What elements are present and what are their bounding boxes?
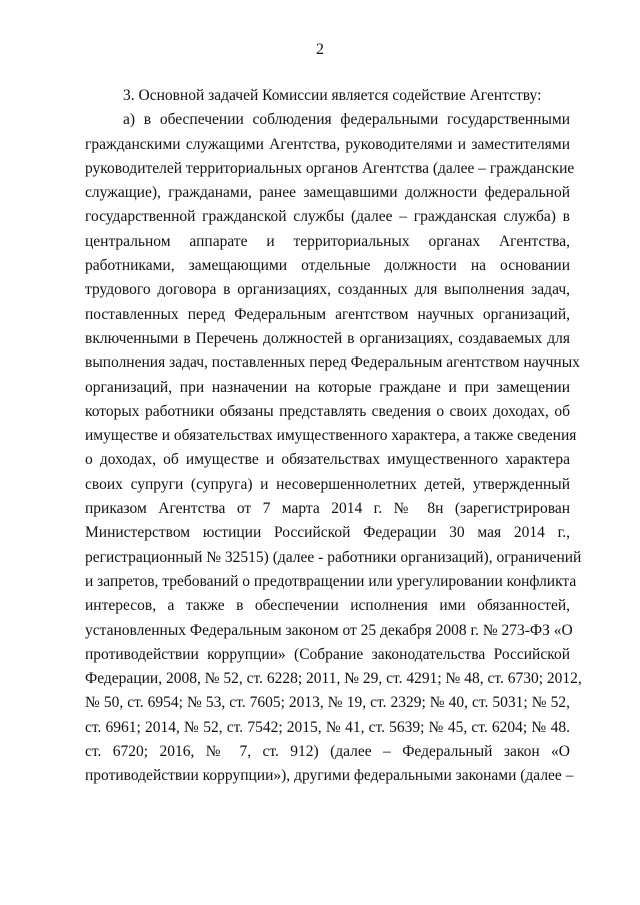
paragraph-line: Министерством юстиции Российской Федерации 30 мая 2014 г., bbox=[85, 524, 570, 542]
paragraph-line: регистрационный № 32515) (далее - работники организаций), ограничений bbox=[85, 548, 582, 566]
paragraph-line: интересов, а также в обеспечении исполнения ими обязанностей, bbox=[85, 597, 570, 615]
paragraph-line: установленных Федеральным законом от 25 декабря 2008 г. № 273-ФЗ «О bbox=[85, 621, 573, 639]
page-number: 2 bbox=[316, 41, 324, 58]
paragraph-line: гражданскими служащими Агентства, руководителями и заместителями bbox=[85, 135, 570, 153]
paragraph-line: организаций, при назначении на которые граждане и при замещении bbox=[85, 378, 570, 396]
paragraph-line: работниками, замещающими отдельные должности на основании bbox=[85, 257, 570, 275]
paragraph-line: поставленных перед Федеральным агентством научных организаций, bbox=[85, 305, 570, 323]
paragraph-line: руководителей территориальных органов Агентства (далее – гражданские bbox=[85, 159, 575, 177]
paragraph-line: противодействии коррупции» (Собрание законодательства Российской bbox=[85, 645, 570, 663]
paragraph-line: служащие), гражданами, ранее замещавшими должности федеральной bbox=[85, 184, 570, 202]
paragraph-line: ст. 6720; 2016, № 7, ст. 912) (далее – Федеральный закон «О bbox=[85, 743, 570, 761]
paragraph-line: и запретов, требований о предотвращении или урегулировании конфликта bbox=[85, 572, 577, 590]
paragraph-line: которых работники обязаны представлять сведения о своих доходах, об bbox=[85, 402, 570, 420]
paragraph-line: своих супруги (супруга) и несовершеннолетних детей, утвержденный bbox=[85, 475, 570, 493]
paragraph-line: имуществе и обязательствах имущественного характера, а также сведения bbox=[85, 427, 577, 445]
paragraph-line: 3. Основной задачей Комиссии является содействие Агентству: bbox=[123, 87, 542, 104]
paragraph-line: выполнения задач, поставленных перед Федеральным агентством научных bbox=[85, 354, 580, 372]
paragraph-line: а) в обеспечении соблюдения федеральными государственными bbox=[123, 111, 570, 129]
paragraph-line: Федерации, 2008, № 52, ст. 6228; 2011, № 29, ст. 4291; № 48, ст. 6730; 2012, bbox=[85, 670, 582, 688]
paragraph-line: трудового договора в организациях, созданных для выполнения задач, bbox=[85, 281, 570, 299]
paragraph-line: ст. 6961; 2014, № 52, ст. 7542; 2015, № 41, ст. 5639; № 45, ст. 6204; № 48. bbox=[85, 718, 570, 736]
paragraph-line: приказом Агентства от 7 марта 2014 г. № 8н (зарегистрирован bbox=[85, 500, 570, 518]
body-text bbox=[85, 84, 582, 789]
paragraph-line: государственной гражданской службы (далее – гражданская служба) в bbox=[85, 208, 570, 226]
paragraph-line: № 50, ст. 6954; № 53, ст. 7605; 2013, № 19, ст. 2329; № 40, ст. 5031; № 52, bbox=[85, 694, 570, 712]
paragraph-line: о доходах, об имуществе и обязательствах имущественного характера bbox=[85, 451, 570, 469]
paragraph-line: включенными в Перечень должностей в организациях, создаваемых для bbox=[85, 329, 570, 347]
paragraph-line: центральном аппарате и территориальных органах Агентства, bbox=[85, 232, 570, 250]
paragraph-line: противодействии коррупции»), другими федеральными законами (далее – bbox=[85, 767, 574, 785]
